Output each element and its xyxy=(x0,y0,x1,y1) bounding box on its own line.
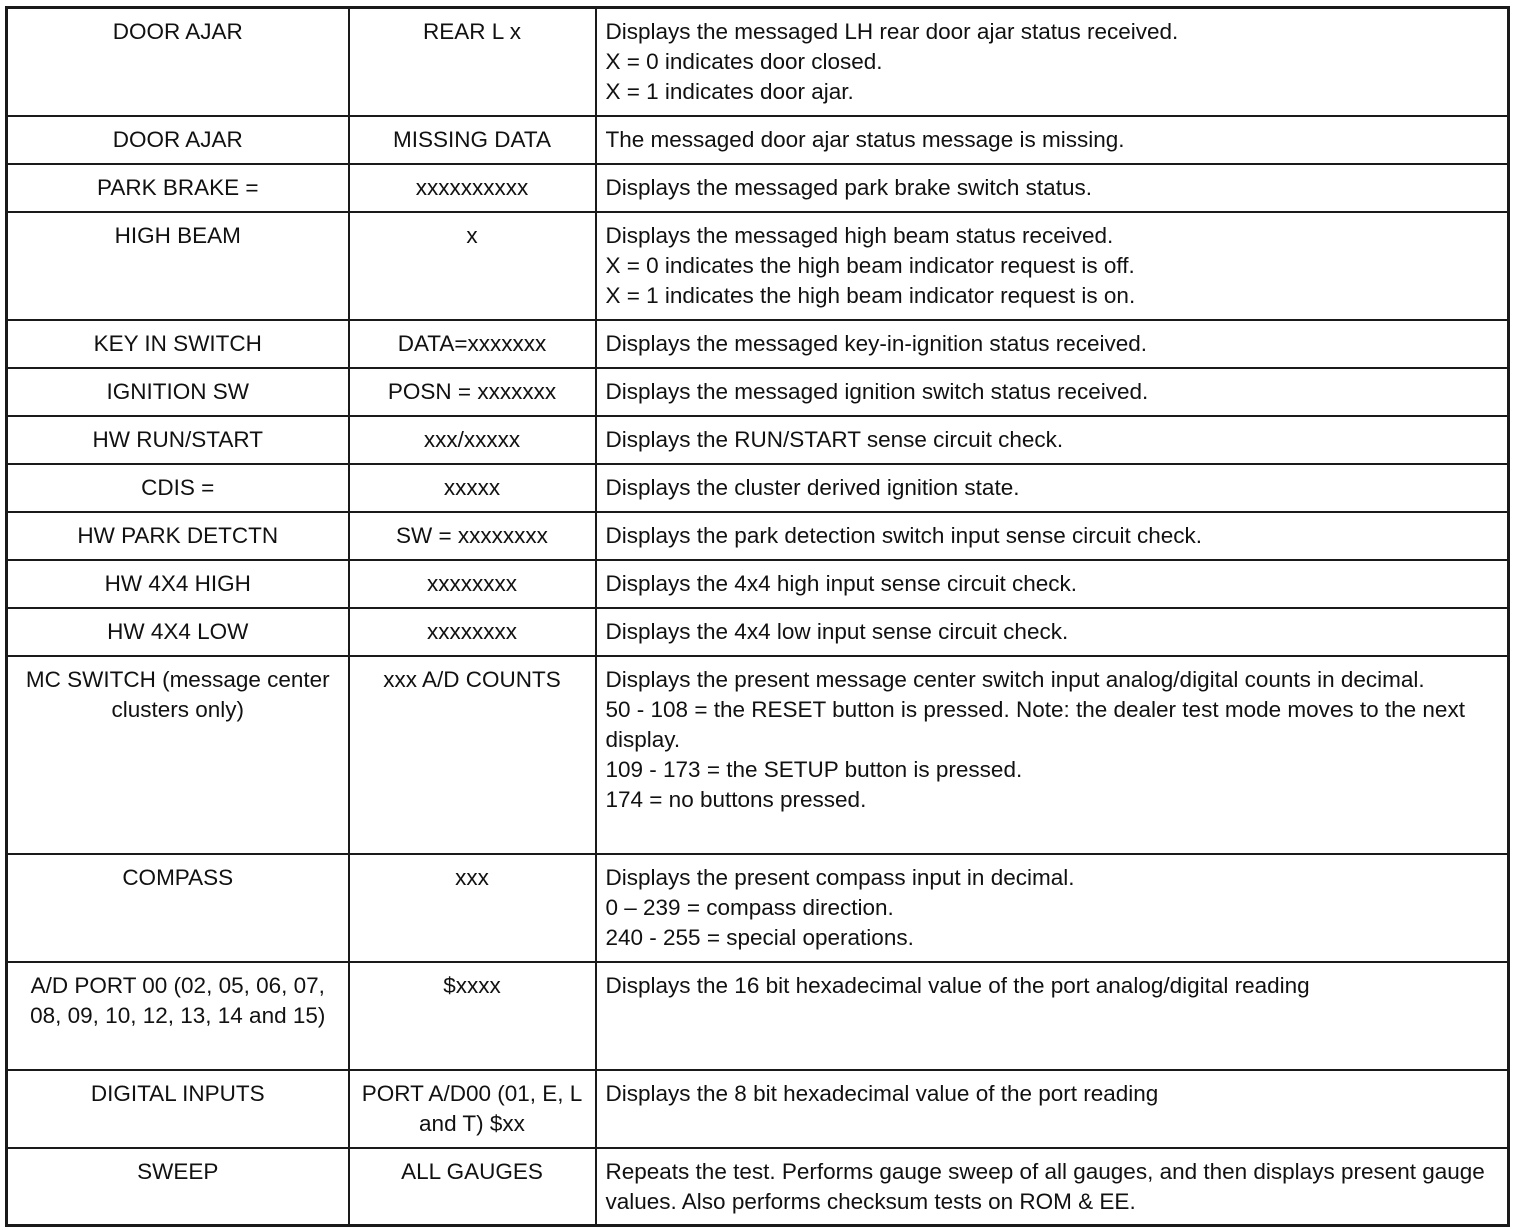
value-cell: REAR L x xyxy=(349,8,596,116)
value-cell: SW = xxxxxxxx xyxy=(349,512,596,560)
table-row xyxy=(7,962,1509,1070)
table-row xyxy=(7,464,1509,512)
description-line: Displays the 4x4 high input sense circuit check. xyxy=(605,570,1077,596)
parameter-cell: DIGITAL INPUTS xyxy=(7,1070,349,1148)
value-cell: DATA=xxxxxxx xyxy=(349,320,596,368)
table-row xyxy=(7,656,1509,854)
description-cell xyxy=(596,416,1509,464)
description-line: Displays the messaged high beam status received. xyxy=(605,222,1114,248)
description-line: Displays the 8 bit hexadecimal value of the port reading xyxy=(605,1080,1159,1106)
parameter-cell: HW 4X4 HIGH xyxy=(7,560,349,608)
description-line: Displays the 4x4 low input sense circuit check. xyxy=(605,618,1069,644)
parameter-cell: DOOR AJAR xyxy=(7,116,349,164)
value-cell: xxx/xxxxx xyxy=(349,416,596,464)
diagnostic-table-page xyxy=(5,6,1507,1227)
description-line: X = 1 indicates the high beam indicator request is on. xyxy=(605,282,1136,308)
description-line: Displays the park detection switch input sense circuit check. xyxy=(605,522,1203,548)
table-row xyxy=(7,1148,1509,1226)
table-row xyxy=(7,560,1509,608)
description-cell xyxy=(596,656,1509,854)
parameter-cell: HW RUN/START xyxy=(7,416,349,464)
parameter-cell: KEY IN SWITCH xyxy=(7,320,349,368)
description-line: The messaged door ajar status message is missing. xyxy=(605,126,1125,152)
parameter-cell: IGNITION SW xyxy=(7,368,349,416)
description-line: 109 - 173 = the SETUP button is pressed. xyxy=(605,756,1023,782)
description-cell xyxy=(596,116,1509,164)
value-cell: xxx xyxy=(349,854,596,962)
description-line: Displays the messaged LH rear door ajar status received. xyxy=(605,19,1179,44)
description-line: X = 1 indicates door ajar. xyxy=(605,79,854,104)
description-line: Displays the RUN/START sense circuit check. xyxy=(605,426,1064,452)
parameter-cell: HW 4X4 LOW xyxy=(7,608,349,656)
parameter-cell: A/D PORT 00 (02, 05, 06, 07, 08, 09, 10, 12, 13, 14 and 15) xyxy=(7,962,349,1070)
description-cell xyxy=(596,608,1509,656)
parameter-cell: DOOR AJAR xyxy=(7,8,349,116)
value-cell: PORT A/D00 (01, E, L and T) $xx xyxy=(349,1070,596,1148)
description-cell xyxy=(596,1148,1509,1226)
value-cell: xxxxxxxxxx xyxy=(349,164,596,212)
table-row xyxy=(7,608,1509,656)
table-row xyxy=(7,116,1509,164)
description-line: X = 0 indicates door closed. xyxy=(605,49,883,74)
description-cell xyxy=(596,8,1509,116)
table-row xyxy=(7,164,1509,212)
value-cell: xxxxxxxx xyxy=(349,560,596,608)
description-line: X = 0 indicates the high beam indicator request is off. xyxy=(605,252,1135,278)
dealer-test-mode-table xyxy=(5,6,1510,1227)
description-line: Repeats the test. Performs gauge sweep of all gauges, and then displays present gauge values. Also performs checksum tests on ROM & EE. xyxy=(605,1158,1485,1214)
parameter-cell: MC SWITCH (message center clusters only) xyxy=(7,656,349,854)
description-line: Displays the cluster derived ignition state. xyxy=(605,474,1020,500)
description-line: Displays the present message center switch input analog/digital counts in decimal. xyxy=(605,666,1425,692)
table-row xyxy=(7,368,1509,416)
table-row xyxy=(7,1070,1509,1148)
description-cell xyxy=(596,212,1509,320)
description-cell xyxy=(596,962,1509,1070)
value-cell: $xxxx xyxy=(349,962,596,1070)
value-cell: xxx A/D COUNTS xyxy=(349,656,596,854)
value-cell: x xyxy=(349,212,596,320)
description-cell xyxy=(596,854,1509,962)
description-cell xyxy=(596,320,1509,368)
description-line: 50 - 108 = the RESET button is pressed. Note: the dealer test mode moves to the next display. xyxy=(605,696,1465,752)
description-cell xyxy=(596,464,1509,512)
description-line: Displays the present compass input in decimal. xyxy=(605,864,1075,890)
value-cell: ALL GAUGES xyxy=(349,1148,596,1226)
table-row xyxy=(7,8,1509,116)
description-cell xyxy=(596,560,1509,608)
value-cell: MISSING DATA xyxy=(349,116,596,164)
description-line: 0 – 239 = compass direction. xyxy=(605,894,894,920)
description-line: 174 = no buttons pressed. xyxy=(605,786,867,812)
value-cell: POSN = xxxxxxx xyxy=(349,368,596,416)
value-cell: xxxxxxxx xyxy=(349,608,596,656)
description-cell xyxy=(596,512,1509,560)
table-row xyxy=(7,416,1509,464)
parameter-cell: PARK BRAKE = xyxy=(7,164,349,212)
description-cell xyxy=(596,368,1509,416)
table-row xyxy=(7,212,1509,320)
description-line: Displays the messaged key-in-ignition status received. xyxy=(605,330,1148,356)
table-row xyxy=(7,854,1509,962)
description-line: Displays the messaged ignition switch status received. xyxy=(605,378,1149,404)
description-line: Displays the 16 bit hexadecimal value of the port analog/digital reading xyxy=(605,972,1310,998)
description-cell xyxy=(596,164,1509,212)
parameter-cell: SWEEP xyxy=(7,1148,349,1226)
parameter-cell: HIGH BEAM xyxy=(7,212,349,320)
table-row xyxy=(7,512,1509,560)
description-line: 240 - 255 = special operations. xyxy=(605,924,914,950)
parameter-cell: CDIS = xyxy=(7,464,349,512)
table-row xyxy=(7,320,1509,368)
description-line: Displays the messaged park brake switch status. xyxy=(605,174,1092,200)
parameter-cell: COMPASS xyxy=(7,854,349,962)
value-cell: xxxxx xyxy=(349,464,596,512)
description-cell xyxy=(596,1070,1509,1148)
parameter-cell: HW PARK DETCTN xyxy=(7,512,349,560)
